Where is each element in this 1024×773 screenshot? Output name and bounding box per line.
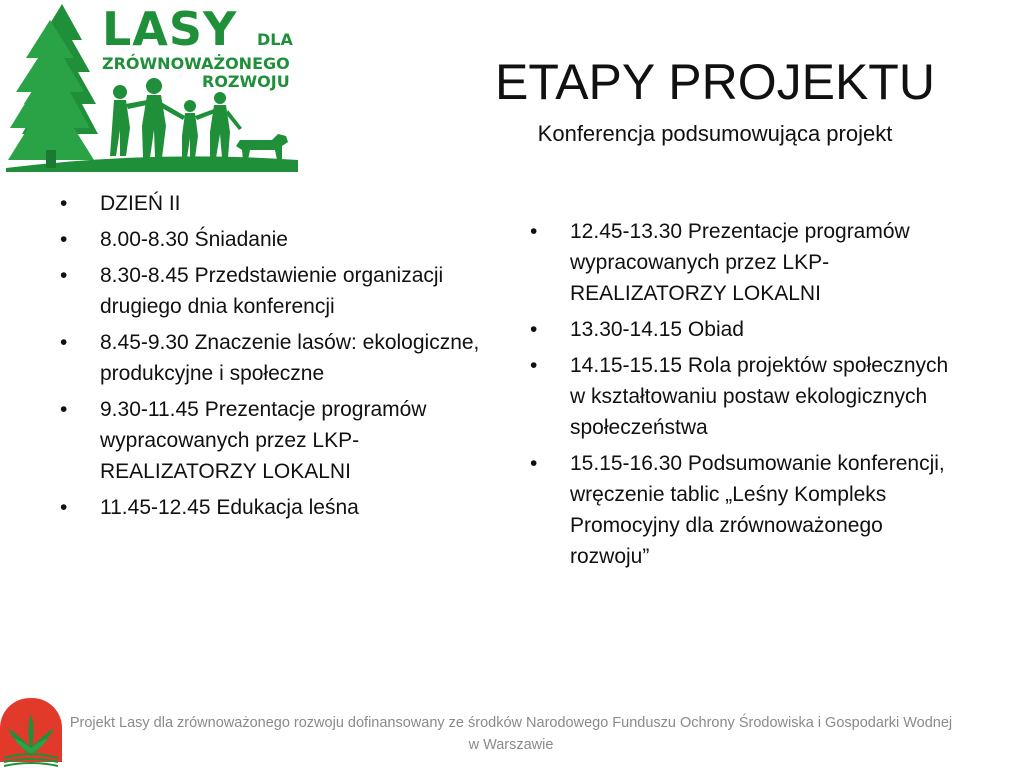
agenda-item: • 14.15-15.15 Rola projektów społecznych w kształtowaniu postaw ekologicznych społeczeństwa — [530, 350, 960, 443]
agenda-item: • 8.00-8.30 Śniadanie — [60, 224, 490, 255]
logo-word-zrownowazonego: ZRÓWNOWAŻONEGO — [102, 54, 290, 73]
logo-word-rozwoju: ROZWOJU — [202, 72, 290, 91]
agenda-item: • DZIEŃ II — [60, 188, 490, 219]
agenda-list-left — [60, 188, 490, 528]
agenda-item: • 8.30-8.45 Przedstawienie organizacji drugiego dnia konferencji — [60, 260, 490, 322]
lasy-logo — [2, 0, 300, 176]
agenda-item: • 15.15-16.30 Podsumowanie konferencji, wręczenie tablic „Leśny Kompleks Promocyjny dla zrównoważonego rozwoju” — [530, 448, 960, 572]
agenda-item: • 11.45-12.45 Edukacja leśna — [60, 492, 490, 523]
agenda-list-right — [530, 216, 960, 577]
slide-title: ETAPY PROJEKTU — [495, 54, 935, 110]
agenda-item: • 9.30-11.45 Prezentacje programów wypracowanych przez LKP-REALIZATORZY LOKALNI — [60, 394, 490, 487]
nfosigw-emblem-icon — [0, 698, 64, 768]
slide-subtitle: Konferencja podsumowująca projekt — [537, 121, 893, 146]
agenda-item: • 13.30-14.15 Obiad — [530, 314, 960, 345]
logo-word-lasy: LASY — [102, 2, 238, 56]
logo-word-dla: DLA — [257, 30, 293, 49]
footer-funding-note: Projekt Lasy dla zrównoważonego rozwoju dofinansowany ze środków Narodowego Funduszu Ochrony Środowiska i Gospodarki Wodnej w Warszawie — [69, 715, 953, 753]
agenda-item: • 12.45-13.30 Prezentacje programów wypracowanych przez LKP-REALIZATORZY LOKALNI — [530, 216, 960, 309]
agenda-item: • 8.45-9.30 Znaczenie lasów: ekologiczne, produkcyjne i społeczne — [60, 327, 490, 389]
